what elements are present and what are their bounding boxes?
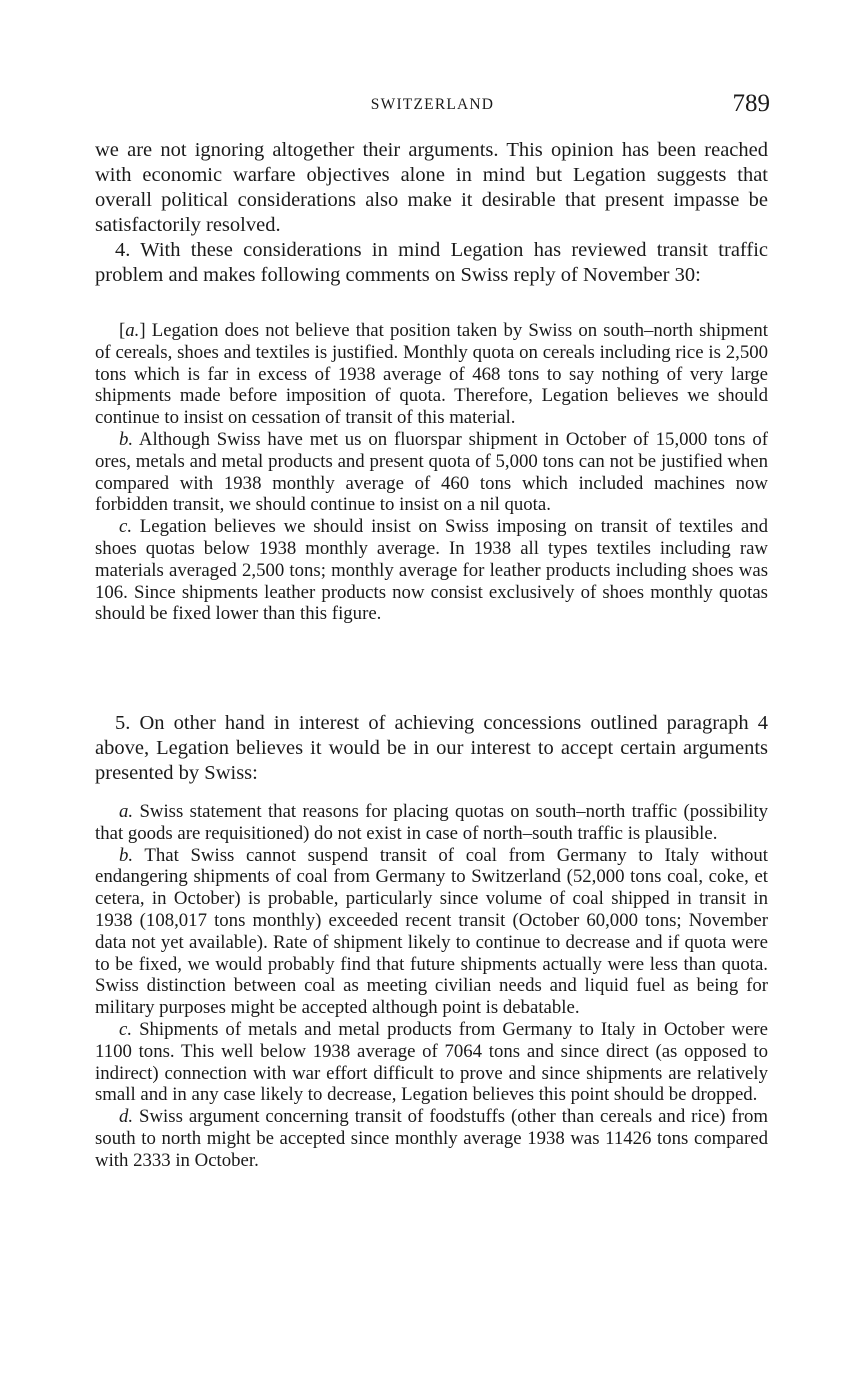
item-4a: [a.] Legation does not believe that position taken by Swiss on south–north shipment of cereals, shoes and textiles is justified. Monthly quota on cereals including rice is 2,500 tons which is far in excess of 1938 average of 468 tons to say nothing of very large shipments made before imposition of quota. Therefore, Legation believes we should continue to insist on cessation of transit of this material. xyxy=(95,320,768,429)
item-text: Legation believes we should insist on Swiss imposing on transit of textiles and shoes quotas below 1938 monthly average. In 1938 all types textiles including raw materials averaged 2,500 tons; monthly average for leather products including shoes was 106. Since shipments leather products now consist exclusively of shoes monthly quotas should be fixed lower than this figure. xyxy=(95,516,768,625)
item-5c xyxy=(95,1019,768,1106)
paragraph-5-block xyxy=(95,711,768,786)
item-label: c. xyxy=(119,1018,133,1040)
item-text: Swiss argument concerning transit of foodstuffs (other than cereals and rice) from south to north might be accepted since monthly average 1938 was 11426 tons compared with 2333 in October. xyxy=(95,1106,768,1171)
paragraph-4-items xyxy=(95,320,768,625)
running-head: SWITZERLAND xyxy=(370,96,495,113)
item-text: Legation does not believe that position taken by Swiss on south–north shipment of cereals, shoes and textiles is justified. Monthly quota on cereals including rice is 2,500 tons which is far in excess of 1938 average of 468 tons to say nothing of very large shipments made before imposition of quota. Therefore, Legation believes we should continue to insist on cessation of transit of this material. xyxy=(95,320,768,429)
item-5b xyxy=(95,845,768,1019)
item-text: That Swiss cannot suspend transit of coal from Germany to Italy without endangering shipments of coal from Germany to Switzerland (52,000 tons coal, coke, et cetera, in October) is probable, particularly since volume of coal shipped in transit in 1938 (108,017 tons monthly) exceeded recent transit (October 60,000 tons; November data not yet available). Rate of shipment likely to continue to decrease and if quota were to be fixed, we would probably find that future shipments actually were less than quota. Swiss distinction between coal as meeting civilian needs and liquid fuel as being for military purposes might be accepted although point is debatable. xyxy=(95,844,768,1019)
page-header xyxy=(95,90,770,124)
item-label: d. xyxy=(119,1106,134,1128)
continuation-paragraph: we are not ignoring altogether their arguments. This opinion has been reached with economic warfare objectives alone in mind but Legation suggests that overall political considerations also make it desirable that present impasse be satisfactorily resolved. xyxy=(95,139,768,236)
item-text: Although Swiss have met us on fluorspar shipment in October of 15,000 tons of ores, metals and metal products and present quota of 5,000 tons can not be justified when compared with 1938 monthly average of 460 tons which included machines now forbidden transit, we should continue to insist on a nil quota. xyxy=(95,428,768,516)
paragraph-5: 5. On other hand in interest of achieving concessions outlined paragraph 4 above, Legation believes it would be in our interest to accept certain arguments presented by Swiss: xyxy=(95,712,768,784)
item-text: Shipments of metals and metal products from Germany to Italy in October were 1100 tons. This well below 1938 average of 7064 tons and since direct (as opposed to indirect) connection with war effort difficult to prove and since shipments are relatively small and in any case likely to decrease, Legation believes this point should be dropped. xyxy=(95,1018,768,1106)
page-number: 789 xyxy=(732,90,770,117)
item-label: a. xyxy=(119,801,134,822)
item-label: b. xyxy=(119,844,134,866)
item-text: Swiss statement that reasons for placing quotas on south–north traffic (possibility that goods are requisitioned) do not exist in case of north–south traffic is plausible. xyxy=(95,801,768,844)
item-4c xyxy=(95,516,768,625)
item-5d xyxy=(95,1106,768,1171)
opening-paragraphs xyxy=(95,138,768,288)
item-label: b. xyxy=(119,428,134,450)
item-label: c. xyxy=(119,516,133,538)
item-5a xyxy=(95,801,768,845)
paragraph-5-items xyxy=(95,801,768,1172)
paragraph-4: 4. With these considerations in mind Legation has reviewed transit traffic problem and makes following comments on Swiss reply of November 30: xyxy=(95,239,768,286)
item-4b xyxy=(95,429,768,516)
item-label: a. xyxy=(125,320,140,341)
